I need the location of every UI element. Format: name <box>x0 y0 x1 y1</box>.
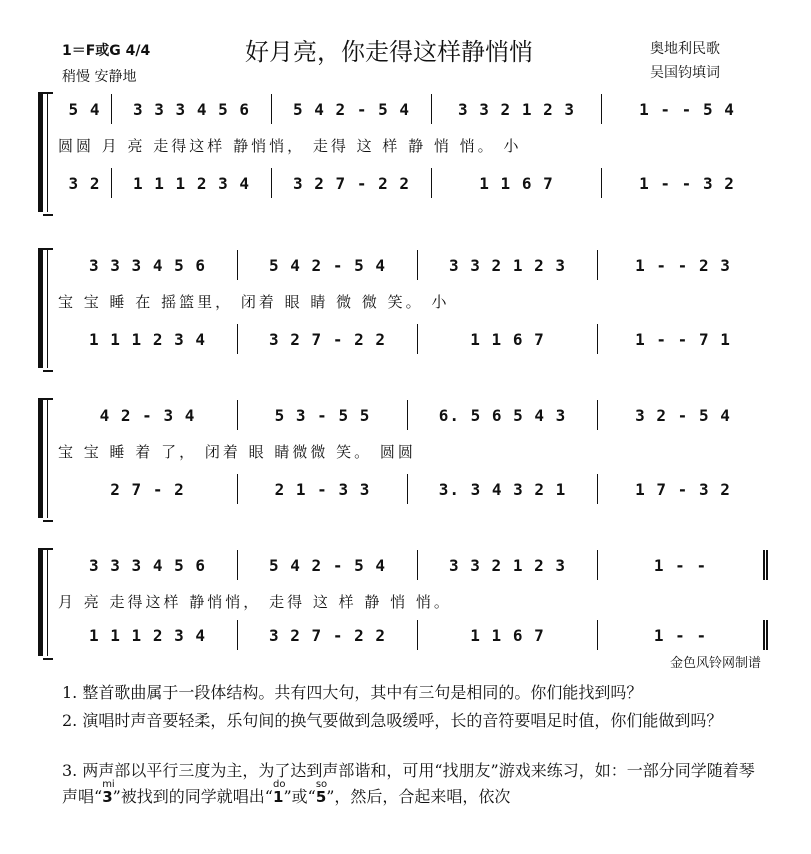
measure: 1 7 - 3 2 <box>635 479 731 499</box>
measure: 3 2 7 - 2 2 <box>238 620 418 650</box>
measure: 5 4 2 - 5 4 <box>272 94 432 124</box>
solfa-mi <box>102 779 115 810</box>
note-text: ”或“ <box>283 787 316 806</box>
measure: 3 3 2 1 2 3 <box>432 94 602 124</box>
lyric-line: 宝 宝 睡 在 摇篮里， 闭着 眼 睛 微 微 笑。 小 <box>58 292 450 311</box>
score-system-1 <box>38 92 772 212</box>
solfa-digit: 1 <box>273 788 284 806</box>
solfa-digit: 5 <box>315 788 327 806</box>
measure: 1 - - 2 3 <box>635 255 731 275</box>
measure: 3 3 3 4 5 6 <box>58 550 238 580</box>
song-origin: 奥地利民歌 <box>650 41 720 57</box>
measure: 3 2 7 - 2 2 <box>272 168 432 198</box>
lower-voice <box>58 620 772 650</box>
tempo-marking: 稍慢 安静地 <box>62 69 137 85</box>
score-system-3 <box>38 398 772 518</box>
measure: 5 4 2 - 5 4 <box>238 550 418 580</box>
lyric-line: 圆圆 月 亮 走得这样 静悄悄， 走得 这 样 静 悄 悄。 小 <box>58 136 522 155</box>
measure-final: 1 - - <box>598 550 768 580</box>
measure-final: 1 - - <box>598 620 768 650</box>
measure: 5 4 <box>58 94 112 124</box>
system-brace <box>38 548 43 656</box>
system-brace <box>38 248 43 368</box>
note-paragraph-3 <box>62 758 762 810</box>
song-title: 好月亮，你走得这样静悄悄 <box>245 38 533 66</box>
measure: 3 2 <box>58 168 112 198</box>
lyric-line: 宝 宝 睡 着 了， 闭着 眼 睛微微 笑。 圆圆 <box>58 442 416 461</box>
measure: 2 1 - 3 3 <box>238 474 408 504</box>
upper-voice <box>58 400 772 430</box>
solfa-syllable: so <box>315 779 328 790</box>
lower-voice <box>58 168 772 198</box>
measure: 5 3 - 5 5 <box>238 400 408 430</box>
copyright-credit: 金色风铃网制谱 <box>669 656 761 671</box>
upper-voice <box>58 94 772 124</box>
system-brace <box>38 398 43 518</box>
measure: 6. 5 6 5 4 3 <box>408 400 598 430</box>
score-system-2 <box>38 248 772 368</box>
measure: 3 2 - 5 4 <box>635 405 731 425</box>
upper-voice <box>58 550 772 580</box>
measure: 4 2 - 3 4 <box>58 400 238 430</box>
lower-voice <box>58 324 772 354</box>
lower-voice <box>58 474 772 504</box>
system-brace <box>38 92 43 212</box>
measure: 3. 3 4 3 2 1 <box>408 474 598 504</box>
upper-voice <box>58 250 772 280</box>
note-text: ”被找到的同学就唱出“ <box>112 787 273 806</box>
solfa-syllable: mi <box>102 779 115 790</box>
measure: 5 4 2 - 5 4 <box>238 250 418 280</box>
solfa-so <box>315 779 328 810</box>
measure: 1 1 1 2 3 4 <box>112 168 272 198</box>
solfa-syllable: do <box>273 779 286 790</box>
solfa-digit: 3 <box>102 788 113 806</box>
measure: 1 - - 3 2 <box>639 173 735 193</box>
measure: 3 2 7 - 2 2 <box>238 324 418 354</box>
measure: 1 1 1 2 3 4 <box>58 324 238 354</box>
key-signature: 1＝F或G 4/4 <box>62 43 151 59</box>
measure: 3 3 2 1 2 3 <box>418 250 598 280</box>
measure: 1 1 1 2 3 4 <box>58 620 238 650</box>
measure: 2 7 - 2 <box>58 474 238 504</box>
solfa-do <box>273 779 286 810</box>
note-paragraph-1: 1. 整首歌曲属于一段体结构。共有四大句，其中有三句是相同的。你们能找到吗？ <box>62 683 643 702</box>
lyricist-credit: 吴国钧填词 <box>650 65 720 81</box>
note-paragraph-2: 2. 演唱时声音要轻柔，乐句间的换气要做到急吸缓呼，长的音符要唱足时值，你们能做到吗？ <box>62 711 723 730</box>
note-text: 3. 两声部以平行三度为主，为了达到声部谐和，可用“找朋友”游戏来练习，如：一部分同学随着琴声唱“ <box>62 761 755 806</box>
measure: 3 3 3 4 5 6 <box>58 250 238 280</box>
score-system-4 <box>38 548 772 658</box>
measure: 3 3 2 1 2 3 <box>418 550 598 580</box>
measure: 1 1 6 7 <box>418 324 598 354</box>
measure: 1 - - 7 1 <box>635 329 731 349</box>
measure: 1 1 6 7 <box>432 168 602 198</box>
lyric-line: 月 亮 走得这样 静悄悄， 走得 这 样 静 悄 悄。 <box>58 592 452 611</box>
measure: 1 1 6 7 <box>418 620 598 650</box>
note-text: ”，然后，合起来唱，依次 <box>326 787 511 806</box>
measure: 1 - - 5 4 <box>639 99 735 119</box>
measure: 3 3 3 4 5 6 <box>112 94 272 124</box>
